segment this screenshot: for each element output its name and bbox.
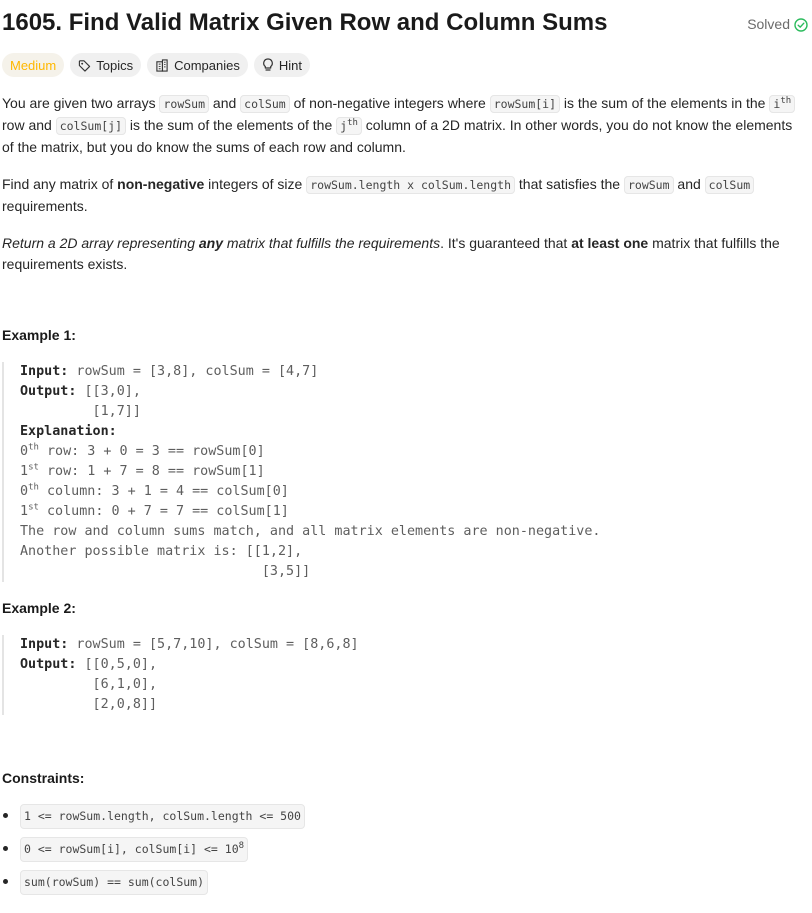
text: that satisfies the bbox=[515, 176, 624, 192]
superscript: th bbox=[28, 442, 39, 453]
superscript: th bbox=[28, 482, 39, 493]
solved-label: Solved bbox=[747, 16, 790, 32]
inline-code bbox=[336, 117, 362, 135]
inline-code: colSum bbox=[240, 95, 290, 113]
text: matrix that fulfills the requirements exists. bbox=[2, 235, 780, 272]
variable: j bbox=[340, 119, 348, 133]
text: Find any matrix of bbox=[2, 176, 118, 192]
text: You are given two arrays bbox=[2, 95, 160, 111]
input-label: Input: bbox=[20, 637, 69, 652]
output-label: Output: bbox=[20, 657, 77, 672]
difficulty-badge bbox=[2, 53, 64, 77]
output-value: [[0,5,0], bbox=[76, 657, 158, 672]
inline-code: rowSum.length x colSum.length bbox=[306, 176, 515, 194]
text: is the sum of the elements in the bbox=[560, 95, 770, 111]
text: integers of size bbox=[204, 176, 307, 192]
building-icon bbox=[155, 59, 169, 72]
topics-label: Topics bbox=[96, 57, 134, 73]
text: is the sum of the elements of the bbox=[126, 117, 337, 133]
text: column of a 2D matrix. In other words, you do not know the elements of the matrix, but you do know the sums of each row and column. bbox=[2, 117, 793, 155]
output-value: [[3,0], bbox=[76, 384, 141, 399]
italic-text: matrix that fulfills the requirements bbox=[223, 235, 441, 251]
explanation-text: 0 bbox=[20, 484, 29, 499]
problem-title[interactable]: 1605. Find Valid Matrix Given Row and Column Sums bbox=[2, 9, 608, 36]
hint-label: Hint bbox=[278, 57, 302, 73]
inline-code: rowSum bbox=[624, 176, 674, 194]
list-item bbox=[2, 833, 305, 866]
explanation-text: 0 bbox=[20, 444, 29, 459]
text: row and bbox=[2, 117, 56, 133]
list-item bbox=[2, 866, 305, 899]
constraint-code: sum(rowSum) == sum(colSum) bbox=[20, 870, 208, 895]
difficulty-label: Medium bbox=[10, 57, 57, 73]
inline-code: colSum[j] bbox=[56, 117, 126, 135]
input-value: rowSum = [3,8], colSum = [4,7] bbox=[68, 364, 319, 379]
superscript: st bbox=[28, 502, 39, 513]
constraints-list bbox=[2, 800, 305, 899]
constraints-heading: Constraints: bbox=[2, 770, 85, 786]
explanation-text: [3,5]] bbox=[20, 564, 311, 579]
inline-code: rowSum bbox=[159, 95, 209, 113]
constraint-text: 0 <= rowSum[i], colSum[i] <= 10 bbox=[24, 842, 239, 856]
example-2-block bbox=[2, 635, 359, 715]
bold-italic-text: any bbox=[198, 235, 223, 251]
explanation-text: The row and column sums match, and all matrix elements are non-negative. bbox=[20, 524, 601, 539]
tag-bar bbox=[2, 53, 310, 77]
output-value: [2,0,8]] bbox=[20, 697, 158, 712]
output-label: Output: bbox=[20, 384, 77, 399]
companies-label: Companies bbox=[174, 57, 240, 73]
example-1-block bbox=[2, 362, 600, 582]
text: . It's guaranteed that bbox=[440, 235, 572, 251]
variable: i bbox=[773, 97, 781, 111]
bold-text: non-negative bbox=[117, 176, 205, 192]
example-2-heading: Example 2: bbox=[2, 600, 76, 616]
solved-status bbox=[747, 14, 808, 35]
explanation-label: Explanation: bbox=[20, 424, 117, 439]
list-item bbox=[2, 800, 305, 833]
explanation-text: column: 0 + 7 = 7 == colSum[1] bbox=[38, 504, 289, 519]
text: and bbox=[209, 95, 241, 111]
inline-code: rowSum[i] bbox=[490, 95, 560, 113]
constraint-code bbox=[20, 837, 248, 862]
text: and bbox=[673, 176, 705, 192]
input-label: Input: bbox=[20, 364, 69, 379]
italic-text: Return a 2D array representing bbox=[2, 235, 199, 251]
explanation-text: 1 bbox=[20, 464, 29, 479]
companies-button[interactable] bbox=[147, 53, 248, 77]
superscript: th bbox=[347, 118, 358, 129]
bold-text: at least one bbox=[571, 235, 649, 251]
topics-button[interactable] bbox=[70, 53, 141, 77]
superscript: th bbox=[780, 96, 792, 107]
inline-code bbox=[769, 95, 795, 113]
tag-icon bbox=[78, 59, 91, 72]
input-value: rowSum = [5,7,10], colSum = [8,6,8] bbox=[68, 637, 359, 652]
header bbox=[2, 6, 812, 38]
constraint-code: 1 <= rowSum.length, colSum.length <= 500 bbox=[20, 804, 305, 829]
output-value: [1,7]] bbox=[20, 404, 141, 419]
example-1-heading: Example 1: bbox=[2, 327, 76, 343]
hint-button[interactable] bbox=[254, 53, 310, 77]
description-paragraph-3 bbox=[2, 233, 802, 275]
explanation-text: row: 1 + 7 = 8 == rowSum[1] bbox=[38, 464, 265, 479]
text: of non-negative integers where bbox=[289, 95, 490, 111]
problem-description bbox=[2, 93, 802, 291]
explanation-text: row: 3 + 0 = 3 == rowSum[0] bbox=[38, 444, 265, 459]
description-paragraph-2 bbox=[2, 174, 802, 217]
superscript: st bbox=[28, 462, 39, 473]
superscript: 8 bbox=[238, 841, 245, 852]
explanation-text: Another possible matrix is: [[1,2], bbox=[20, 544, 303, 559]
text: requirements. bbox=[2, 198, 88, 214]
check-circle-icon bbox=[794, 18, 808, 32]
description-paragraph-1 bbox=[2, 93, 802, 158]
inline-code: colSum bbox=[705, 176, 755, 194]
explanation-text: 1 bbox=[20, 504, 29, 519]
output-value: [6,1,0], bbox=[20, 677, 158, 692]
explanation-text: column: 3 + 1 = 4 == colSum[0] bbox=[38, 484, 289, 499]
lightbulb-icon bbox=[262, 58, 274, 72]
